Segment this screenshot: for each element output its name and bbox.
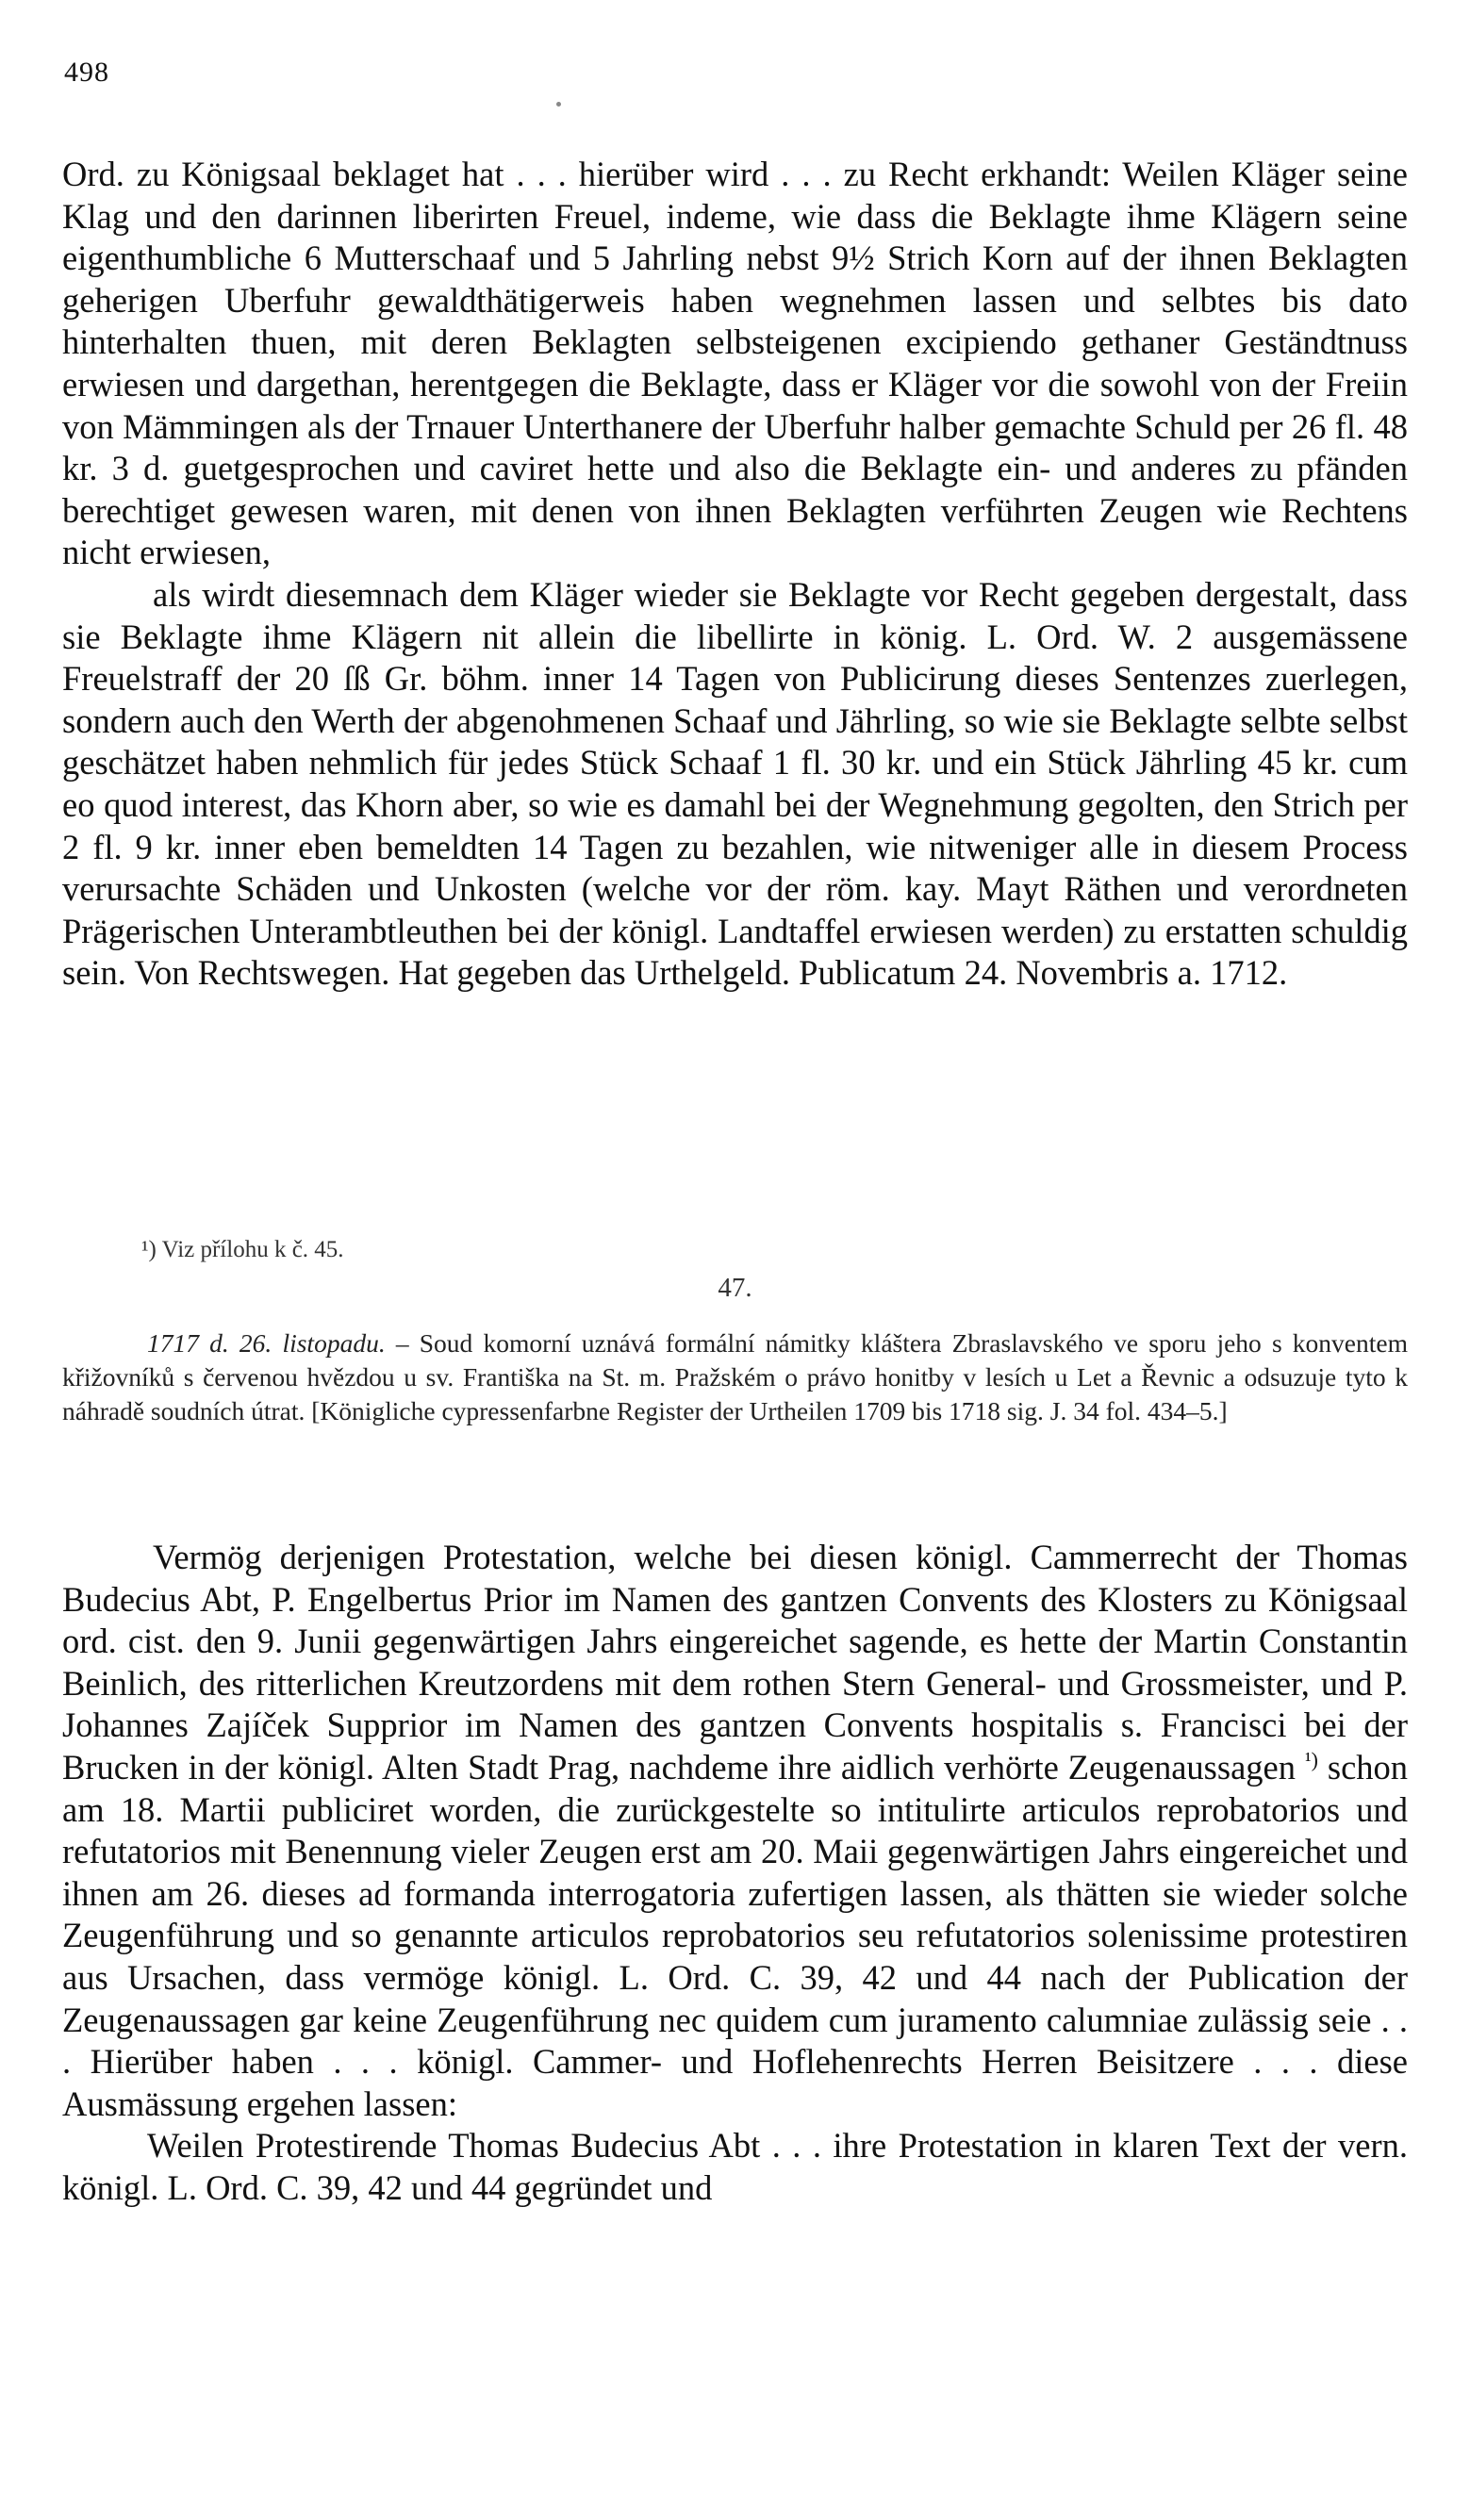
page-number: 498 bbox=[64, 57, 109, 88]
footnote-text: Viz přílohu k č. 45. bbox=[161, 1237, 344, 1262]
summary-date: 1717 d. 26. listopadu. bbox=[147, 1328, 386, 1358]
ruling-paragraph: Weilen Protestirende Thomas Budecius Abt . . . ihre Protestation in klaren Text der vern. königl. L. Ord. C. 39, 42 und 44 gegründet und bbox=[62, 2126, 1408, 2207]
section-number: 47. bbox=[718, 1273, 752, 1303]
section-summary bbox=[62, 1326, 1408, 1428]
footnote-marker: ¹) bbox=[141, 1237, 157, 1262]
protestation-text-end: schon am 18. Martii publiciret worden, die zurückgestelte so intitulirte articulos reprobatorios und refutatorios mit Benennung vieler Zeugen erst am 20. Maii gegenwärtigen Jahrs eingereichet und ihnen am 26. dieses ad formanda interrogatoria zufertigen lassen, als thätten sie wieder solche Zeugenführung und so genannte articulos reprobatorios seu refutatorios solenissime protestiren aus Ursachen, dass vermöge königl. L. Ord. C. 39, 42 und 44 nach der Publication der Zeugenaussagen gar keine Zeugenführung nec quidem cum juramento calumniae zulässig seie . . . Hierüber haben . . . königl. Cammer- und Hoflehenrechts Herren Beisitzere . . . diese Ausmässung ergehen lassen: bbox=[62, 1747, 1409, 2123]
protestation-text-block bbox=[62, 1537, 1408, 2210]
judgment-paragraph: Ord. zu Königsaal beklaget hat . . . hierüber wird . . . zu Recht erkhandt: Weilen Kläger seine Klag und den darinnen liberirten Freuel, indeme, wie dass die Beklagte ihme Klägern seine eigenthumbliche 6 Mutterschaaf und 5 Jahrling nebst 9½ Strich Korn auf der ihnen Beklagten geherigen Uberfuhr gewaldthätigerweis haben wegnehmen lassen und selbtes bis dato hinterhalten thuen, mit deren Beklagten selbsteigenen excipiendo gethaner Geständtnuss erwiesen und dargethan, herentgegen die Beklagte, dass er Kläger vor die sowohl von der Freiin von Mämmingen als der Trnauer Unterthanere der Uberfuhr halber gemachte Schuld per 26 fl. 48 kr. 3 d. guetgesprochen und caviret hette und also die Beklagte ein- und anderes zu pfänden berechtiget gewesen waren, mit denen von ihnen Beklagten verführten Zeugen wie Rechtens nicht erwiesen, bbox=[62, 155, 1408, 572]
judgment-text-block bbox=[62, 154, 1408, 995]
summary-text: – Soud komorní uznává formální námitky kláštera Zbraslavského ve sporu jeho s konventem křižovníků s červenou hvězdou u sv. Františka na St. m. Pražském o právo honitby v lesích u Let a Řevnic a odsuzuje tyto k náhradě soudních útrat. [Königliche cypressenfarbne Register der Urtheilen 1709 bis 1718 sig. J. 34 fol. 434–5.] bbox=[62, 1328, 1409, 1425]
footnote-reference: ¹) bbox=[1305, 1747, 1318, 1771]
verdict-paragraph: als wirdt diesemnach dem Kläger wieder sie Beklagte vor Recht gegeben dergestalt, dass sie Beklagte ihme Klägern nit allein die libellirte in könig. L. Ord. W. 2 ausgemässene Freuelstraff der 20 ſß Gr. böhm. inner 14 Tagen von Publicirung dieses Sentenzes zuerlegen, sondern auch den Werth der abgenohmenen Schaaf und Jährling, so wie sie Beklagte selbte selbst geschätzet haben nehmlich für jedes Stück Schaaf 1 fl. 30 kr. und ein Stück Jährling 45 kr. cum eo quod interest, das Khorn aber, so wie es damahl bei der Wegnehmung gegolten, den Strich per 2 fl. 9 kr. inner eben bemeldten 14 Tagen zu bezahlen, wie nitweniger alle in diesem Process verursachte Schäden und Unkosten (welche vor der röm. kay. Mayt Räthen und verordneten Prägerischen Unterambtleuthen bei der königl. Landtaffel erwiesen werden) zu erstatten schuldig sein. Von Rechtswegen. Hat gegeben das Urthelgeld. Publicatum 24. Novembris a. 1712. bbox=[62, 574, 1408, 993]
protestation-text-start: Vermög derjenigen Protestation, welche bei diesen königl. Cammerrecht der Thomas Budecius Abt, P. Engelbertus Prior im Namen des gantzen Convents des Klosters zu Königsaal ord. cist. den 9. Junii gegenwärtigen Jahrs eingereichet sagende, es hette der Martin Constantin Beinlich, des ritterlichen Kreutzordens mit dem rothen Stern General- und Grossmeister, und P. Johannes Zajíček Supprior im Namen des gantzen Convents hospitalis s. Francisci bei der Brucken in der königl. Alten Stadt Prag, nachdeme ihre aidlich verhörte Zeugenaussagen bbox=[62, 1538, 1408, 1787]
protestation-paragraph bbox=[62, 1537, 1408, 2125]
footnote bbox=[141, 1236, 344, 1264]
print-speck bbox=[556, 102, 561, 107]
